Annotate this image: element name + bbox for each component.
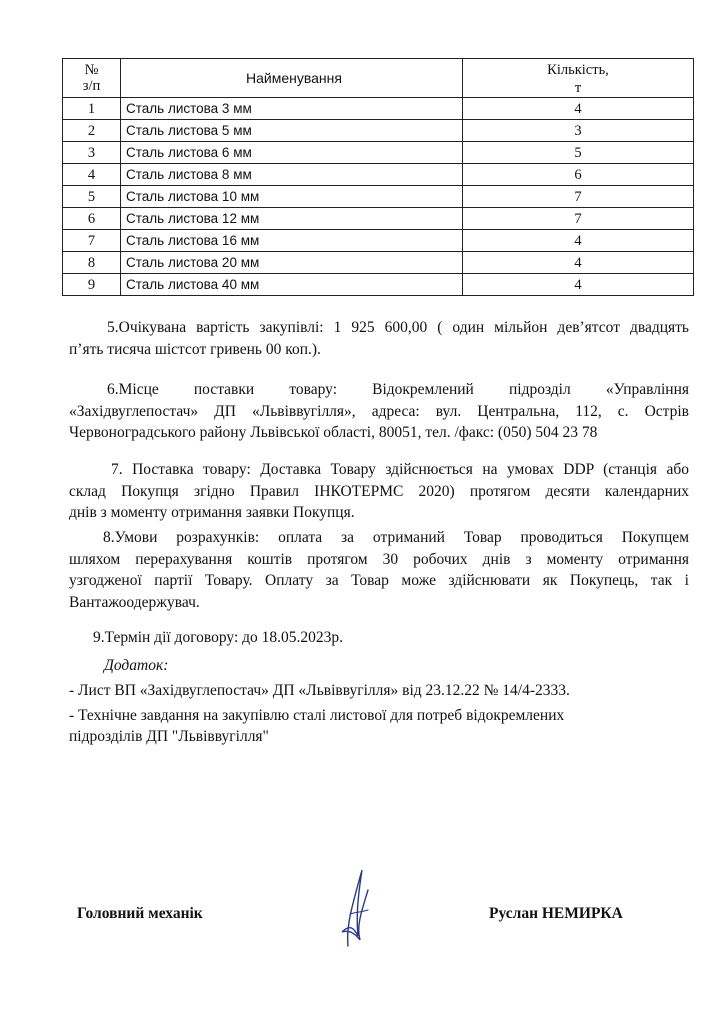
header-qty-line2: т	[574, 80, 582, 96]
cell-num: 7	[63, 230, 121, 252]
cell-qty: 4	[463, 274, 694, 296]
addendum-item-2-cont: підрозділів ДП "Львіввугілля"	[69, 728, 269, 745]
cell-name: Сталь листова 12 мм	[121, 208, 463, 230]
term-line: 9.Термін дії договору: до 18.05.2023р.	[93, 629, 344, 646]
cell-qty: 4	[463, 98, 694, 120]
section-cost	[69, 317, 689, 360]
cell-name: Сталь листова 5 мм	[121, 120, 463, 142]
table-row	[63, 230, 694, 252]
cell-num: 3	[63, 142, 121, 164]
table-row	[63, 274, 694, 296]
cell-num: 9	[63, 274, 121, 296]
header-qty	[463, 59, 694, 98]
table-row	[63, 142, 694, 164]
cell-num: 5	[63, 186, 121, 208]
cell-qty: 6	[463, 164, 694, 186]
cell-num: 8	[63, 252, 121, 274]
cell-num: 6	[63, 208, 121, 230]
header-num-line2: з/п	[82, 78, 101, 94]
cell-num: 4	[63, 164, 121, 186]
table-row	[63, 120, 694, 142]
header-num-line1: №	[84, 62, 99, 78]
cell-qty: 7	[463, 208, 694, 230]
cell-name: Сталь листова 16 мм	[121, 230, 463, 252]
section-term	[69, 627, 689, 649]
table-row	[63, 252, 694, 274]
addendum-item-1: - Лист ВП «Західвуглепостач» ДП «Львіввугілля» від 23.12.22 № 14/4-2333.	[69, 682, 570, 699]
payment-line-2: шляхом перерахування коштів протягом 30 робочих днів з моменту отримання	[69, 550, 689, 568]
cell-qty: 4	[463, 230, 694, 252]
header-num	[63, 59, 121, 98]
cost-line-2: п’ять тисяча шістсот гривень 00 коп.).	[69, 340, 321, 358]
place-line-3: Червоноградського району Львівської області, 80051, тел. /факс: (050) 504 23 78	[69, 424, 598, 441]
section-payment	[69, 527, 689, 613]
table-row	[63, 164, 694, 186]
signatory-position: Головний механік	[77, 905, 203, 922]
cell-qty: 4	[463, 252, 694, 274]
cell-qty: 7	[463, 186, 694, 208]
cell-name: Сталь листова 20 мм	[121, 252, 463, 274]
cell-qty: 3	[463, 120, 694, 142]
section-place	[69, 379, 689, 444]
cell-name: Сталь листова 6 мм	[121, 142, 463, 164]
cell-name: Сталь листова 40 мм	[121, 274, 463, 296]
place-line-1: 6.Місце поставки товару: Відокремлений підрозділ «Управління	[107, 381, 689, 398]
section-delivery	[69, 459, 689, 524]
items-table	[62, 58, 694, 296]
addendum-item-2: - Технічне завдання на закупівлю сталі листової для потреб відокремлених	[69, 707, 565, 724]
table-row	[63, 208, 694, 230]
payment-line-3: узгодженої партії Товару. Оплату за Товар може здійснювати як Покупець, так і	[69, 572, 689, 589]
header-name: Найменування	[121, 59, 463, 98]
cell-num: 2	[63, 120, 121, 142]
cell-qty: 5	[463, 142, 694, 164]
place-line-2: «Західвуглепостач» ДП «Львіввугілля», адреса: вул. Центральна, 112, с. Острів	[69, 402, 689, 420]
table-row	[63, 98, 694, 120]
handwritten-signature	[328, 866, 378, 952]
payment-line-1: 8.Умови розрахунків: оплата за отриманий Товар проводиться Покупцем	[103, 529, 689, 546]
cell-num: 1	[63, 98, 121, 120]
table-row	[63, 186, 694, 208]
header-qty-line1: Кількість,	[547, 62, 609, 78]
table-header-row	[63, 59, 694, 98]
cell-name: Сталь листова 8 мм	[121, 164, 463, 186]
addendum-title: Додаток:	[104, 657, 169, 674]
cell-name: Сталь листова 10 мм	[121, 186, 463, 208]
delivery-line-3: днів з моменту отримання заявки Покупця.	[69, 504, 355, 521]
payment-line-4: Вантажоодержувач.	[69, 593, 200, 611]
signatory-name: Руслан НЕМИРКА	[489, 905, 623, 922]
cost-line-1: 5.Очікувана вартість закупівлі: 1 925 600,00 ( один мільйон дев’ятсот двадцять	[107, 319, 689, 336]
delivery-line-1: 7. Поставка товару: Доставка Товару здійснюється на умовах DDP (станція або	[111, 461, 689, 478]
cell-name: Сталь листова 3 мм	[121, 98, 463, 120]
delivery-line-2: склад Покупця згідно Правил ІНКОТЕРМС 2020) протягом десяти календарних	[69, 482, 689, 500]
